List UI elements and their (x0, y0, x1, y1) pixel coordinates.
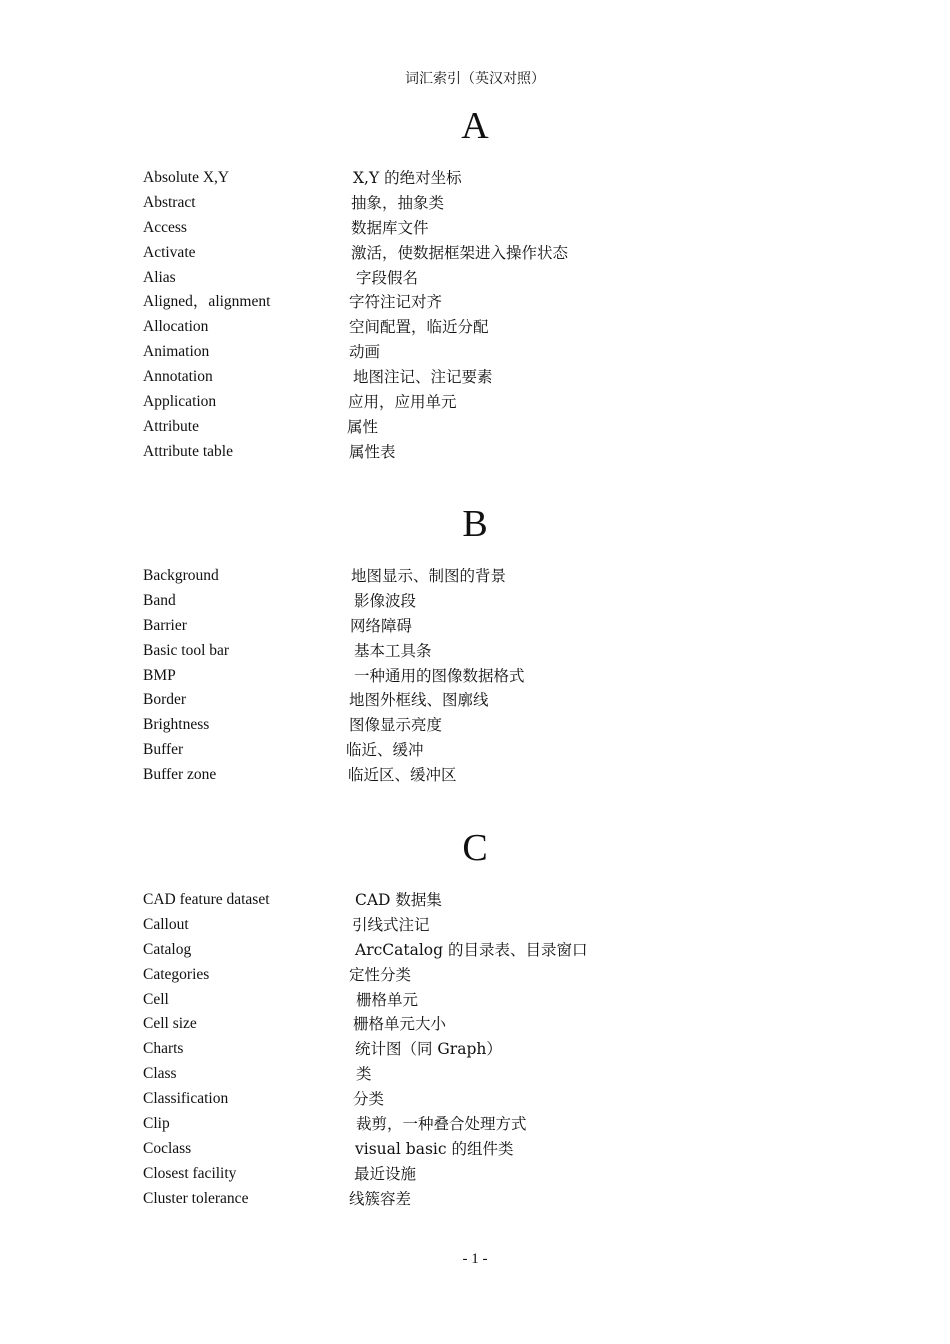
entry-term: Class (143, 1065, 177, 1083)
glossary-entry (143, 191, 803, 216)
glossary-entry (143, 1037, 803, 1062)
entry-definition: 地图外框线、图廓线 (349, 691, 489, 710)
glossary-entry (143, 241, 803, 266)
glossary-entry (143, 664, 803, 689)
glossary-entry (143, 688, 803, 713)
entry-definition: 临近、缓冲 (346, 741, 424, 760)
entry-definition: 抽象，抽象类 (351, 193, 445, 212)
glossary-entry (143, 166, 803, 191)
glossary-entry (143, 315, 803, 340)
glossary-entry (143, 763, 803, 788)
entry-term: Attribute table (143, 442, 233, 460)
entry-definition: 空间配置，临近分配 (349, 318, 489, 337)
entry-definition: 统计图（同 Graph） (355, 1040, 502, 1059)
entry-list-c (143, 888, 803, 1212)
glossary-entry (143, 1187, 803, 1212)
entry-definition: 栅格单元大小 (353, 1015, 447, 1034)
entry-term: BMP (143, 666, 176, 684)
glossary-entry (143, 365, 803, 390)
glossary-entry (143, 589, 803, 614)
entry-list-b (143, 564, 803, 788)
glossary-entry (143, 1062, 803, 1087)
entry-term: Categories (143, 965, 210, 983)
entry-definition: 数据库文件 (351, 218, 429, 237)
entry-term: Barrier (143, 616, 187, 634)
entry-definition: 属性表 (349, 442, 396, 461)
entry-term: Brightness (143, 716, 210, 734)
entry-term: Absolute X,Y (143, 169, 230, 186)
entry-list-a (143, 166, 803, 465)
entry-term: Attribute (143, 417, 199, 435)
entry-definition: 一种通用的图像数据格式 (354, 666, 525, 685)
entry-definition: 最近设施 (354, 1164, 417, 1183)
entry-term: Abstract (143, 193, 196, 211)
entry-definition: 字段假名 (356, 268, 419, 287)
entry-term: Charts (143, 1040, 184, 1058)
entry-term: Cluster tolerance (143, 1189, 249, 1207)
glossary-entry (143, 988, 803, 1013)
entry-term: Clip (143, 1115, 170, 1133)
entry-definition: 属性 (347, 417, 379, 436)
entry-definition: CAD 数据集 (355, 891, 442, 909)
entry-term: Animation (143, 343, 210, 361)
entry-term: Border (143, 691, 187, 709)
entry-term: Coclass (143, 1139, 192, 1157)
glossary-entry (143, 290, 803, 315)
glossary-entry (143, 440, 803, 465)
entry-definition: 影像波段 (354, 591, 417, 610)
entry-term: Activate (143, 243, 196, 261)
glossary-entry (143, 216, 803, 241)
entry-term: Alias (143, 268, 176, 286)
glossary-entry (143, 1087, 803, 1112)
entry-term: Access (143, 218, 187, 236)
glossary-entry (143, 1162, 803, 1187)
glossary-entry (143, 1137, 803, 1162)
entry-definition: 基本工具条 (354, 641, 432, 660)
entry-term: Classification (143, 1090, 229, 1108)
page-number: - 1 - (462, 1251, 488, 1267)
entry-term: Aligned，alignment (143, 293, 271, 311)
entry-definition: 裁剪，一种叠合处理方式 (356, 1115, 527, 1134)
entry-definition: 字符注记对齐 (349, 293, 443, 312)
glossary-entry (143, 639, 803, 664)
page-header: 词汇索引（英汉对照） (405, 71, 545, 87)
entry-definition: 定性分类 (349, 965, 412, 984)
entry-term: Annotation (143, 368, 213, 386)
entry-term: CAD feature dataset (143, 891, 270, 908)
glossary-entry (143, 938, 803, 963)
entry-term: Basic tool bar (143, 641, 230, 659)
glossary-entry (143, 564, 803, 589)
entry-term: Background (143, 567, 219, 584)
entry-term: Callout (143, 915, 189, 933)
section-letter-b: B (462, 503, 488, 545)
entry-definition: 网络障碍 (350, 616, 413, 635)
glossary-entry (143, 713, 803, 738)
entry-term: Cell size (143, 1015, 197, 1033)
entry-term: Allocation (143, 318, 209, 336)
section-letter-c: C (462, 827, 488, 869)
entry-definition: 应用，应用单元 (348, 393, 457, 412)
glossary-entry (143, 266, 803, 291)
entry-term: Buffer (143, 741, 184, 759)
glossary-entry (143, 340, 803, 365)
glossary-entry (143, 913, 803, 938)
entry-term: Closest facility (143, 1164, 237, 1182)
entry-definition: 线簇容差 (349, 1189, 412, 1208)
glossary-entry (143, 738, 803, 763)
glossary-entry (143, 390, 803, 415)
glossary-entry (143, 415, 803, 440)
entry-definition: visual basic 的组件类 (355, 1139, 514, 1158)
glossary-entry (143, 1112, 803, 1137)
glossary-entry (143, 963, 803, 988)
entry-definition: 临近区、缓冲区 (348, 766, 457, 785)
entry-term: Application (143, 393, 217, 411)
entry-term: Cell (143, 990, 169, 1008)
glossary-entry (143, 888, 803, 913)
section-letter-a: A (461, 105, 489, 147)
entry-definition: 地图显示、制图的背景 (351, 567, 507, 585)
entry-term: Catalog (143, 940, 192, 958)
entry-definition: 图像显示亮度 (349, 716, 443, 735)
entry-term: Buffer zone (143, 766, 217, 784)
entry-definition: 激活，使数据框架进入操作状态 (351, 243, 569, 262)
entry-definition: 动画 (349, 343, 381, 362)
entry-definition: 栅格单元 (356, 990, 419, 1009)
entry-definition: 类 (356, 1065, 372, 1084)
glossary-entry (143, 1012, 803, 1037)
entry-definition: ArcCatalog 的目录表、目录窗口 (355, 940, 588, 959)
entry-definition: 分类 (353, 1090, 385, 1109)
entry-definition: X,Y 的绝对坐标 (353, 169, 462, 187)
entry-definition: 引线式注记 (352, 915, 430, 934)
entry-definition: 地图注记、注记要素 (353, 368, 493, 387)
entry-term: Band (143, 591, 176, 609)
glossary-entry (143, 614, 803, 639)
